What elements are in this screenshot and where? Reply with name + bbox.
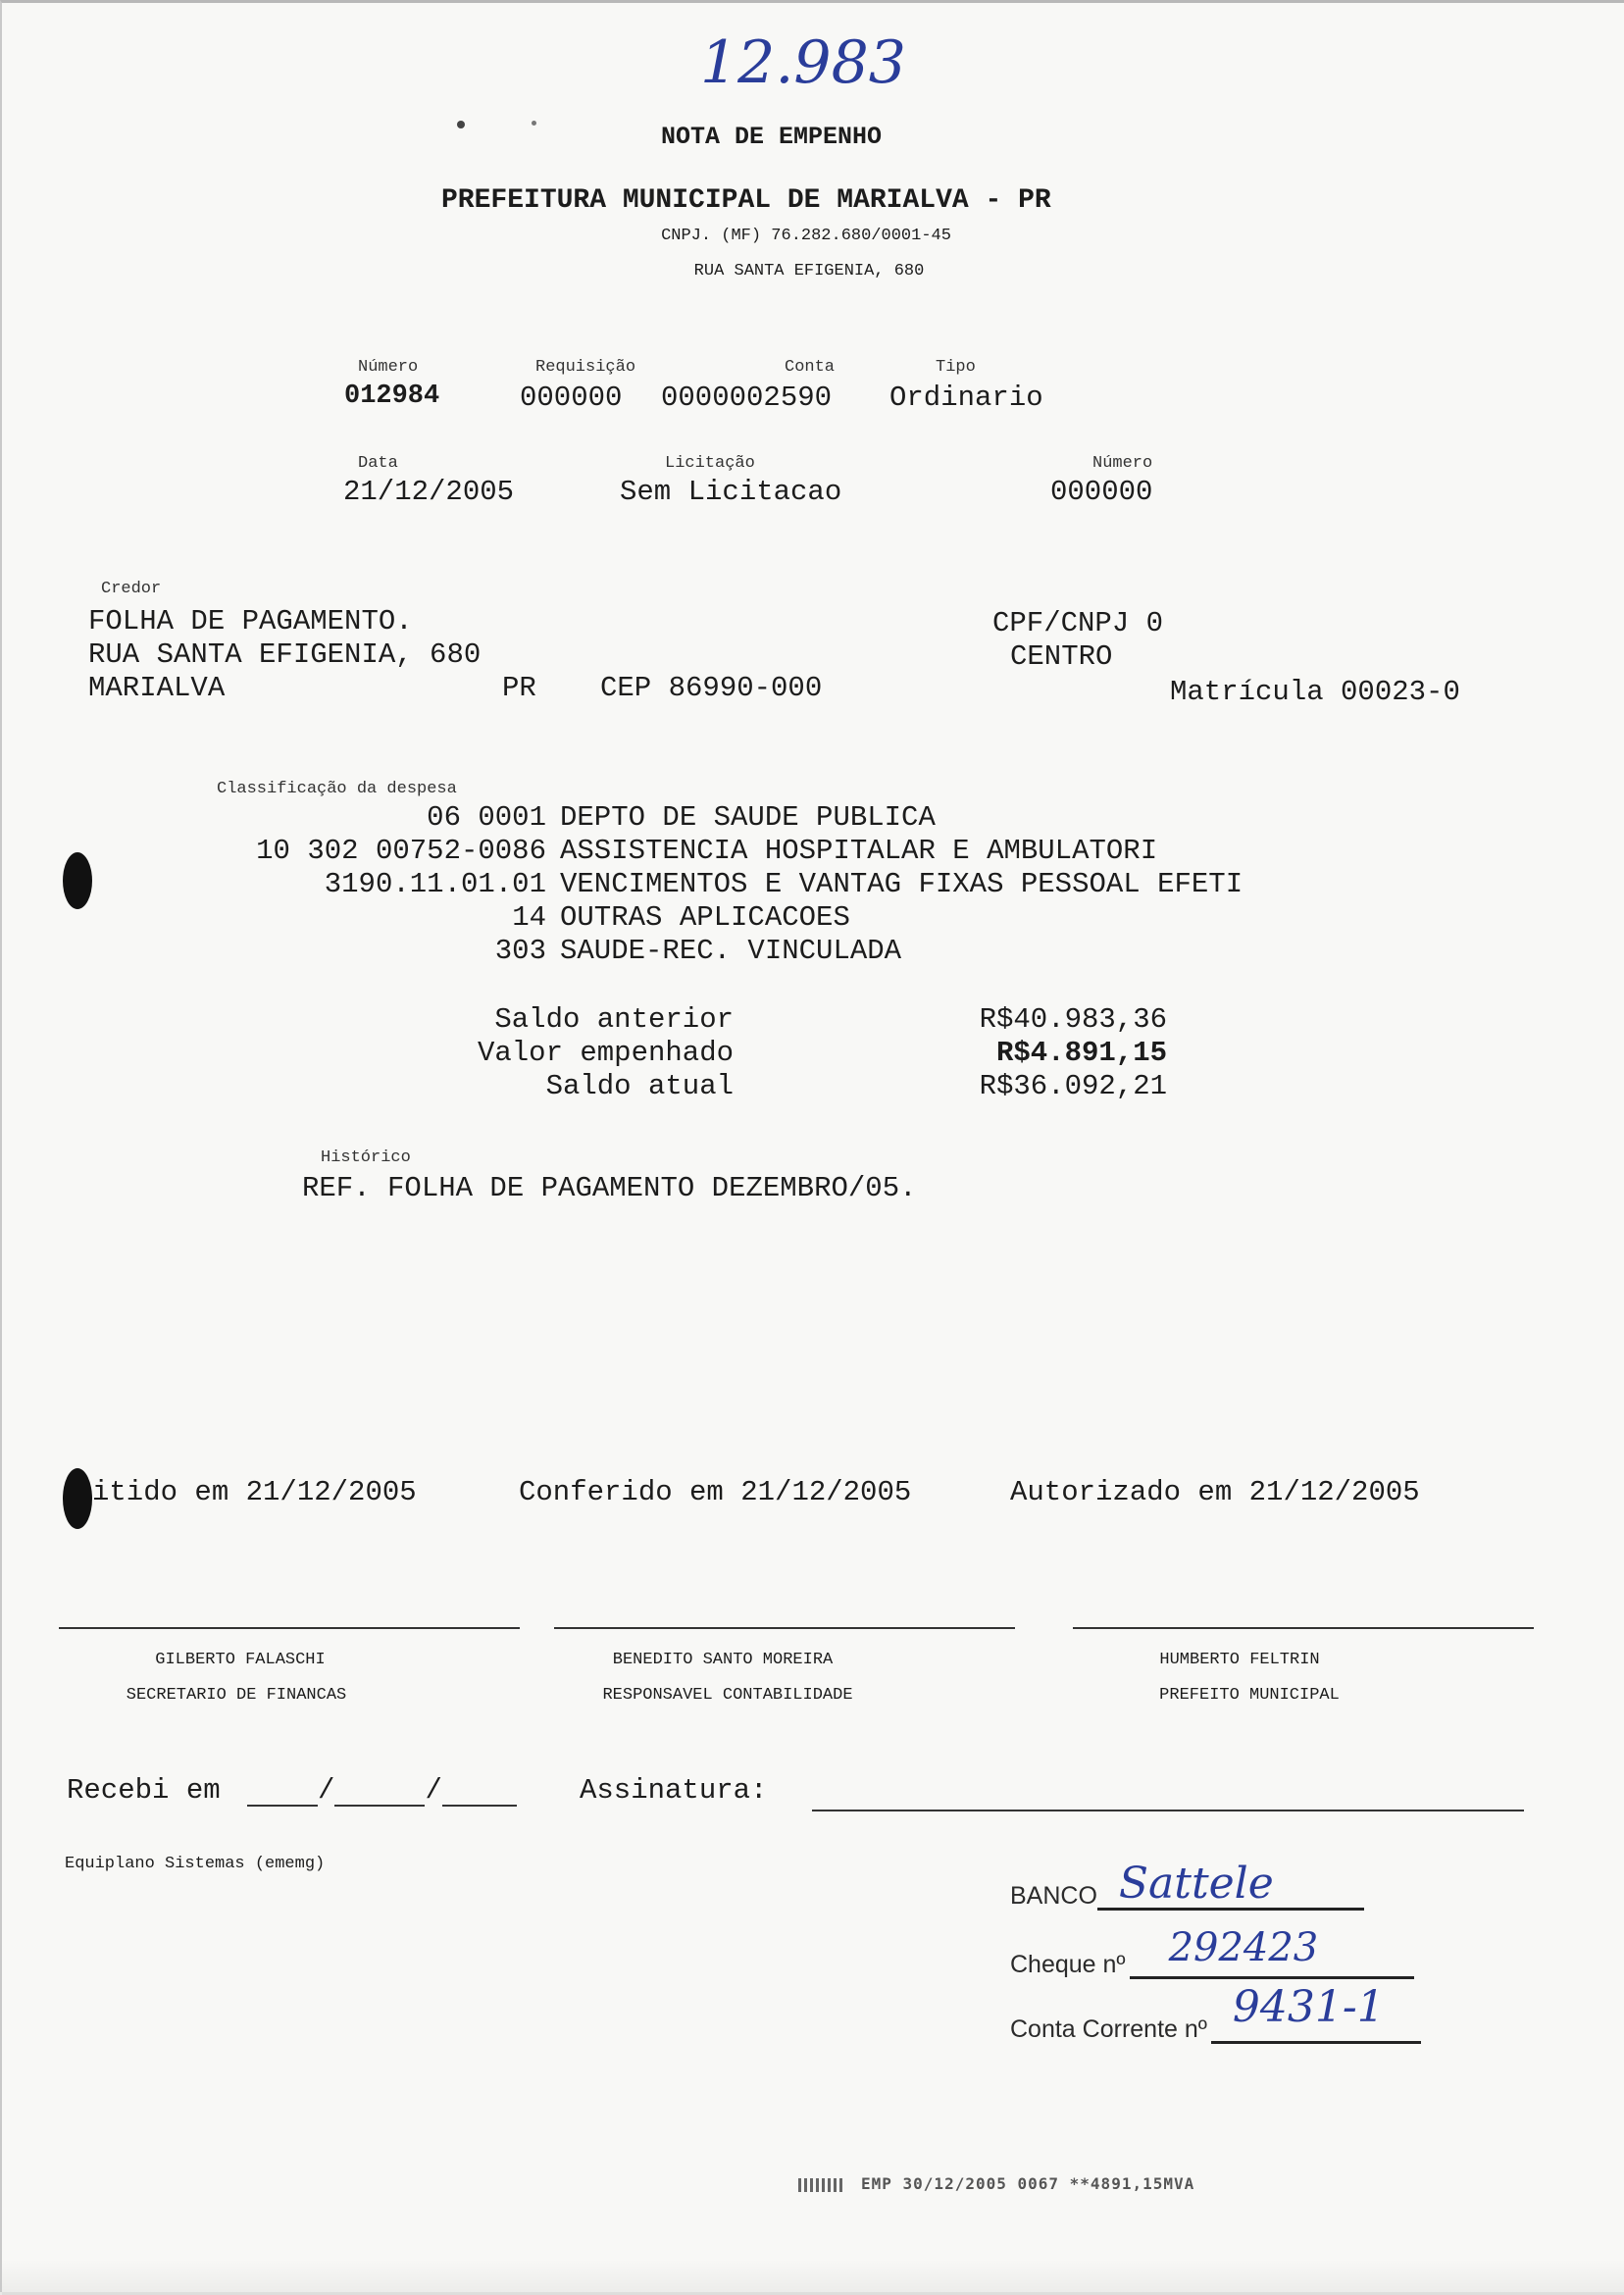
conferido-date: Conferido em 21/12/2005 <box>519 1476 912 1508</box>
classificacao-desc: ASSISTENCIA HOSPITALAR E AMBULATORI <box>560 835 1158 867</box>
signature-name: GILBERTO FALASCHI <box>155 1651 326 1669</box>
org-name: PREFEITURA MUNICIPAL DE MARIALVA - PR <box>441 185 1051 216</box>
tipo-label: Tipo <box>936 358 976 377</box>
licitacao-value: Sem Licitacao <box>620 476 842 508</box>
document-title: NOTA DE EMPENHO <box>661 123 883 151</box>
bank-stamp-cheque <box>1010 1925 1414 1979</box>
credor-bairro: CENTRO <box>1010 640 1113 673</box>
banco-handwritten-value: Sattele <box>1118 1859 1274 1909</box>
signature-role: SECRETARIO DE FINANCAS <box>126 1686 347 1705</box>
emitido-date: itido em 21/12/2005 <box>92 1476 417 1508</box>
autorizado-date: Autorizado em 21/12/2005 <box>1010 1476 1420 1508</box>
classificacao-label: Classificação da despesa <box>217 780 457 798</box>
scan-shadow <box>2 2259 1624 2295</box>
recebi-year-blank <box>442 1777 517 1807</box>
classificacao-code: 303 <box>494 935 546 967</box>
credor-name: FOLHA DE PAGAMENTO. <box>88 605 413 638</box>
classificacao-code: 06 0001 <box>427 801 546 834</box>
data-label: Data <box>358 454 398 473</box>
credor-city: MARIALVA <box>88 672 226 704</box>
numero2-value: 000000 <box>1050 476 1153 508</box>
cheque-label: Cheque nº <box>1010 1951 1126 1978</box>
cheque-line <box>1130 1925 1414 1979</box>
signature-name: BENEDITO SANTO MOREIRA <box>612 1651 834 1669</box>
saldo-anterior-value: R$40.983,36 <box>979 1003 1167 1036</box>
date-separator: / <box>425 1774 442 1807</box>
recebi-month-blank <box>334 1777 425 1807</box>
machine-print-text: EMP 30/12/2005 0067 **4891,15MVA <box>861 2174 1195 2193</box>
banco-label: BANCO <box>1010 1882 1097 1910</box>
numero-label: Número <box>358 358 419 377</box>
data-value: 21/12/2005 <box>343 476 515 508</box>
punch-hole-mark <box>63 1468 92 1529</box>
footer-system: Equiplano Sistemas (ememg) <box>65 1855 326 1873</box>
saldo-anterior-label: Saldo anterior <box>494 1003 734 1036</box>
signature-role: RESPONSAVEL CONTABILIDADE <box>602 1686 853 1705</box>
assinatura-label: Assinatura: <box>580 1774 768 1807</box>
recebi-em-field <box>67 1774 517 1807</box>
recebi-day-blank <box>247 1777 318 1807</box>
punch-hole-mark <box>63 852 92 909</box>
bank-stamp-banco <box>1010 1859 1364 1911</box>
historico-text: REF. FOLHA DE PAGAMENTO DEZEMBRO/05. <box>302 1172 917 1204</box>
numero-value: 012984 <box>344 382 440 411</box>
credor-label: Credor <box>101 580 162 598</box>
classificacao-code: 3190.11.01.01 <box>324 868 546 900</box>
machine-print-logo <box>798 2178 843 2192</box>
scan-speck <box>532 121 536 126</box>
banco-line <box>1097 1859 1364 1911</box>
assinatura-line <box>812 1810 1524 1811</box>
classificacao-code: 14 <box>512 901 546 934</box>
cheque-handwritten-value: 292423 <box>1168 1925 1319 1970</box>
conta-corrente-label: Conta Corrente nº <box>1010 2015 1207 2043</box>
historico-label: Histórico <box>321 1148 411 1167</box>
classificacao-desc: SAUDE-REC. VINCULADA <box>560 935 902 967</box>
tipo-value: Ordinario <box>889 382 1043 414</box>
classificacao-desc: VENCIMENTOS E VANTAG FIXAS PESSOAL EFETI <box>560 868 1243 900</box>
bank-stamp-conta <box>1010 1982 1421 2044</box>
conta-handwritten-value: 9431-1 <box>1232 1982 1385 2032</box>
org-address: RUA SANTA EFIGENIA, 680 <box>693 262 925 280</box>
org-cnpj: CNPJ. (MF) 76.282.680/0001-45 <box>661 227 951 245</box>
classificacao-desc: DEPTO DE SAUDE PUBLICA <box>560 801 936 834</box>
signature-line <box>554 1627 1015 1629</box>
conta-label: Conta <box>785 358 836 377</box>
classificacao-code: 10 302 00752-0086 <box>256 835 546 867</box>
licitacao-label: Licitação <box>665 454 755 473</box>
signature-line <box>1073 1627 1534 1629</box>
credor-uf: PR <box>502 672 536 704</box>
handwritten-document-number: 12.983 <box>700 28 906 97</box>
conta-corrente-line <box>1211 1982 1421 2044</box>
credor-cpf-cnpj: CPF/CNPJ 0 <box>992 607 1164 639</box>
signature-role: PREFEITO MUNICIPAL <box>1159 1686 1340 1705</box>
requisicao-label: Requisição <box>535 358 636 377</box>
credor-matricula: Matrícula 00023-0 <box>1170 676 1460 708</box>
signature-name: HUMBERTO FELTRIN <box>1159 1651 1320 1669</box>
valor-empenhado-label: Valor empenhado <box>477 1037 734 1069</box>
signature-line <box>59 1627 520 1629</box>
credor-address: RUA SANTA EFIGENIA, 680 <box>88 638 482 671</box>
numero2-label: Número <box>1092 454 1153 473</box>
recebi-em-label: Recebi em <box>67 1774 221 1807</box>
saldo-atual-label: Saldo atual <box>545 1070 734 1102</box>
requisicao-value: 000000 <box>520 382 623 414</box>
classificacao-desc: OUTRAS APLICACOES <box>560 901 850 934</box>
saldo-atual-value: R$36.092,21 <box>979 1070 1167 1102</box>
credor-cep: CEP 86990-000 <box>600 672 823 704</box>
scan-speck <box>457 121 465 128</box>
valor-empenhado-value: R$4.891,15 <box>995 1037 1167 1069</box>
conta-value: 0000002590 <box>661 382 833 414</box>
machine-validation-print <box>798 2174 1194 2193</box>
date-separator: / <box>318 1774 335 1807</box>
